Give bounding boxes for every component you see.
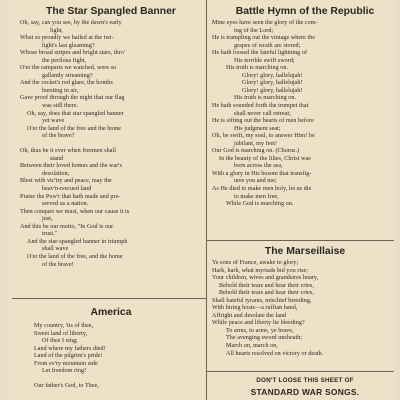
lyric-line: heav'n-rescued land	[42, 186, 92, 193]
song-title: The Star Spangled Banner	[46, 6, 176, 17]
lyric-line: March on, march on,	[226, 343, 278, 350]
footer-title: STANDARD WAR SONGS.	[250, 387, 360, 397]
lyric-line: Our father's God, to Thee,	[34, 383, 99, 390]
lyric-line: From ev'ry mountain side	[34, 360, 98, 367]
lyric-line: Praise the Pow'r that hath made and pre-	[20, 193, 121, 200]
song-sheet	[8, 0, 394, 400]
lyric-line: Of thee I sing;	[42, 338, 78, 345]
lyric-line: His judgment seat;	[234, 125, 281, 132]
lyric-line: born across the sea,	[234, 163, 283, 170]
lyric-line: served us a nation.	[42, 201, 89, 208]
lyric-line: He is trampling out the vintage where the	[212, 35, 316, 42]
lyric-line: He hath loosed the fateful lightning of	[212, 50, 308, 57]
lyric-line: light's last gleaming?	[42, 42, 95, 49]
lyric-line: grapes of wrath are stored;	[234, 42, 301, 49]
lyric-line: Whose broad stripes and bright stars, thro'	[20, 50, 125, 57]
battle-hymn-section	[212, 6, 398, 209]
lyric-line: Your children, wives and grandsires hoary,	[212, 275, 319, 282]
lyric-line: While peace and liberty lie bleeding?	[212, 320, 305, 327]
lyric-line: yet wave	[42, 118, 65, 125]
lyric-line: shall never call retreat;	[234, 110, 291, 117]
lyrics	[20, 323, 202, 391]
lyric-line: to make men free,	[234, 193, 279, 200]
lyric-line: of the brave?	[42, 133, 75, 140]
lyric-line: Oh, be swift, my soul, to answer Him! be	[212, 133, 315, 140]
lyric-line: Oh, say, can you see, by the dawn's early	[20, 20, 122, 26]
lyric-line: ing of the Lord;	[234, 27, 274, 34]
lyric-line: O'er the ramparts we watched, were so	[20, 65, 117, 72]
lyric-line: Gave proof through the night that our flag	[20, 95, 125, 102]
lyric-line: Land where my fathers died!	[34, 345, 106, 352]
lyric-line: While God is marching on.	[226, 201, 294, 208]
lyric-line: His truth is marching on.	[234, 95, 297, 102]
lyric-line: Mine eyes have seen the glory of the com-	[212, 20, 318, 26]
lyrics	[212, 260, 398, 358]
lyric-line: What so proudly we hailed at the twi-	[20, 35, 114, 42]
lyric-line: was still there.	[42, 103, 79, 110]
lyric-line: Oh, say, does that star spangled banner	[27, 110, 124, 117]
lyric-line: Behold their tears and hear their cries,	[219, 290, 314, 297]
marseillaise-section	[212, 246, 398, 358]
lyrics	[212, 20, 398, 209]
lyric-line: Oh, thus be it ever when freemen shall	[20, 148, 116, 155]
lyric-line: Land of the pilgrim's pride!	[34, 353, 103, 360]
star-spangled-banner-section	[20, 6, 202, 269]
lyric-line: Hark, hark, what myriads bid you rise;	[212, 267, 308, 274]
lyric-line: Then conquer we must, when our cause it is	[20, 208, 130, 215]
lyrics	[20, 20, 202, 269]
section-divider	[12, 298, 206, 299]
lyric-line: light,	[50, 27, 63, 34]
lyric-line: He hath sounded forth the trumpet that	[212, 103, 309, 110]
lyric-line: With hiring hosts—a ruffian band,	[212, 305, 298, 312]
lyric-line: In the beauty of the lilies, Christ was	[219, 155, 311, 162]
lyric-line: Affright and desolate the land	[212, 312, 287, 319]
lyric-line: Ye sons of France, awake to glory;	[212, 260, 299, 266]
lyric-line: With a glory in His bosom that transfig-	[212, 170, 312, 177]
lyric-line: the perilous fight,	[42, 57, 87, 64]
lyric-line: jubilant, my feet!	[234, 140, 278, 147]
lyric-line: Between their loved homes and the war's	[20, 163, 122, 170]
lyric-line: just,	[42, 216, 53, 223]
lyric-line: Glory! glory, hallelujah!	[242, 80, 303, 87]
lyric-line: Blest with vic'try and peace, may the	[20, 178, 112, 185]
song-title: The Marseillaise	[264, 246, 346, 257]
footer-notice: DON'T LOOSE THIS SHEET OF	[256, 377, 354, 384]
america-section	[20, 307, 202, 391]
lyric-line: Glory! glory, hallelujah!	[242, 72, 303, 79]
lyric-line: Our God is marching on. (Chorus.)	[212, 148, 300, 155]
lyric-line: Let freedom ring!	[42, 368, 87, 375]
lyric-line: shall wave	[42, 246, 69, 253]
lyric-line: O'er the land of the free, and the home	[27, 253, 123, 260]
lyric-line: ures you and me;	[234, 178, 277, 185]
lyric-line: All hearts resolved on victory or death.	[226, 350, 324, 357]
song-title: America	[90, 307, 132, 318]
lyric-line: His truth is marching on.	[226, 65, 289, 72]
section-divider	[207, 371, 394, 372]
lyric-line: Shall hateful tyrants, mischief breeding,	[212, 297, 312, 304]
column-divider	[206, 0, 207, 400]
lyric-line: His terrible swift sword;	[234, 57, 295, 64]
lyric-line: He is sifting out the hearts of men before	[212, 118, 314, 125]
lyric-line: My country, 'tis of thee,	[34, 323, 94, 329]
lyric-line: Behold their tears and hear their cries,	[219, 282, 314, 289]
lyric-line: stand	[50, 155, 64, 162]
lyric-line: To arms, to arms, ye brave,	[226, 327, 294, 334]
song-title: Battle Hymn of the Republic	[235, 6, 375, 17]
lyric-line: trust."	[42, 231, 58, 238]
lyric-line: gallantly streaming?	[42, 72, 93, 79]
lyric-line: desolation;	[42, 170, 70, 177]
lyric-line: And this be our motto, "In God is our	[20, 223, 114, 230]
section-divider	[207, 240, 394, 241]
lyric-line: The avenging sword unsheath;	[226, 335, 303, 342]
lyric-line: And the star-spangled banner in triumph	[27, 238, 128, 245]
lyric-line: As He died to make men holy, let us die	[212, 186, 312, 193]
lyric-line: bursting in air,	[42, 87, 79, 94]
lyric-line: And the rocket's red glare, the bombs	[20, 80, 113, 87]
lyric-line: Sweet land of liberty,	[34, 330, 88, 337]
lyric-line: Glory! glory, hallelujah!	[242, 87, 303, 94]
lyric-line: O'er the land of the free and the home	[27, 125, 122, 132]
lyric-line: of the brave!	[42, 261, 74, 268]
